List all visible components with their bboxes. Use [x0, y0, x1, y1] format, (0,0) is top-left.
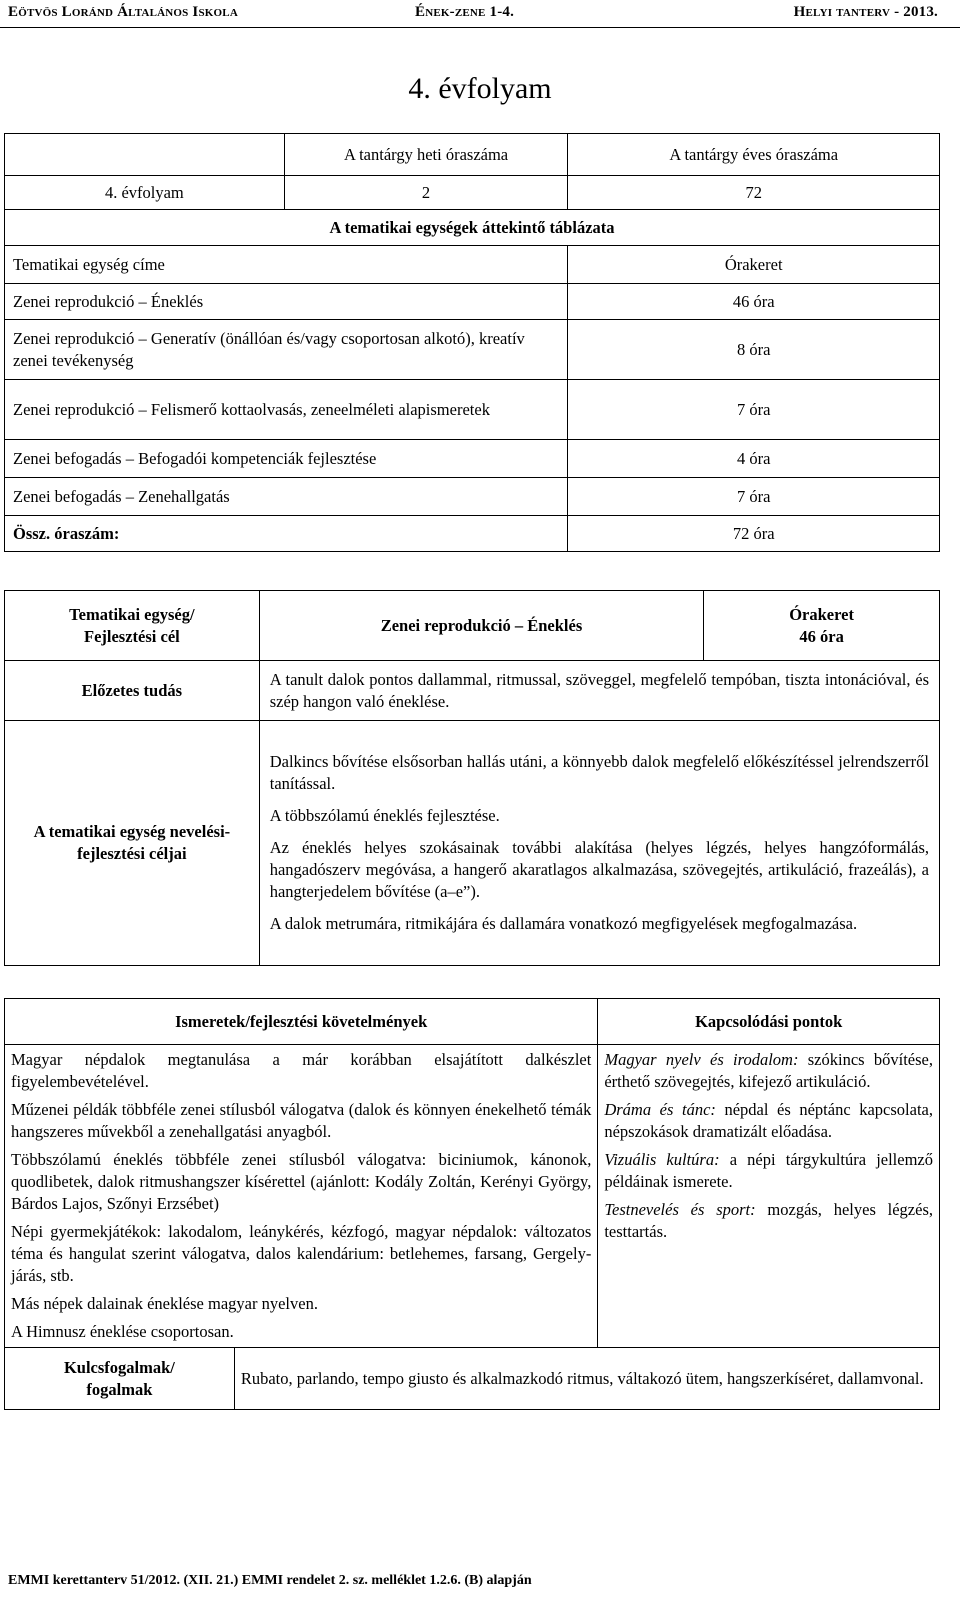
- header-school: Eötvös Loránd Általános Iskola: [8, 4, 238, 20]
- keywords-label-line1: Kulcsfogalmak/: [63, 1357, 175, 1377]
- requirements-list: [5, 1045, 598, 1348]
- unit-table: [4, 590, 940, 966]
- unit-name: Zenei reprodukció – Éneklés: [259, 591, 703, 661]
- requirement-item: Műzenei példák többféle zenei stílusból válogatva (dalok és könnyen énekelhető témák hangszeres művekből a zenehallgatási anyagból.: [11, 1100, 592, 1141]
- unit-hours-cell: [704, 591, 940, 661]
- keywords-label: [5, 1348, 235, 1410]
- keywords-label-line2: fogalmak: [86, 1379, 153, 1399]
- unit-row-hours: 7 óra: [568, 478, 940, 516]
- col-hours-header: Órakeret: [568, 246, 940, 284]
- links-list: [598, 1045, 940, 1348]
- requirement-item: A Himnusz éneklése csoportosan.: [11, 1322, 234, 1341]
- link-subject: Magyar nyelv és irodalom:: [604, 1050, 799, 1069]
- header-subject: Ének-zene 1-4.: [415, 4, 515, 20]
- unit-label: [5, 591, 260, 661]
- requirement-item: Magyar népdalok megtanulása a már korábban elsajátított dalkészlet figyelembevételével.: [11, 1050, 592, 1091]
- link-item: [604, 1149, 933, 1193]
- link-text: mozgás, helyes légzés, testtartás.: [604, 1200, 933, 1241]
- goals-label: A tematikai egység nevelési-fejlesztési céljai: [5, 721, 260, 966]
- link-subject: Dráma és tánc:: [604, 1100, 716, 1119]
- link-subject: Testnevelés és sport:: [604, 1200, 756, 1219]
- link-text: a népi tárgykultúra jellemző példáinak ismerete.: [604, 1150, 933, 1191]
- link-subject: Vizuális kultúra:: [604, 1150, 720, 1169]
- link-item: [604, 1199, 933, 1243]
- unit-label-line2: Fejlesztési cél: [84, 626, 180, 646]
- unit-row-title: Zenei reprodukció – Felismerő kottaolvasás, zeneelméleti alapismeretek: [5, 380, 568, 440]
- total-label: Össz. óraszám:: [5, 516, 568, 552]
- keywords-text: Rubato, parlando, tempo giusto és alkalmazkodó ritmus, váltakozó ütem, hangszerkíséret, dallamvonal.: [234, 1348, 939, 1410]
- overview-caption: A tematikai egységek áttekintő táblázata: [5, 210, 940, 246]
- links-header: Kapcsolódási pontok: [598, 999, 940, 1045]
- header-curriculum: Helyi tanterv - 2013.: [793, 4, 938, 20]
- footer-reference: EMMI kerettanterv 51/2012. (XII. 21.) EMMI rendelet 2. sz. melléklet 1.2.6. (B) alapján: [8, 1573, 532, 1588]
- yearly-hours: 72: [568, 176, 940, 210]
- goal-item: Az éneklés helyes szokásainak további alakítása (helyes légzés, helyes hangzóformálás, hangadószerv megóvása, a hangerő akaratlagos alkalmazása, szövegejtés, artikuláció, frazeálás), a hangterjedelem bővítése (a–e”).: [269, 838, 929, 901]
- goal-item: A többszólamú éneklés fejlesztése.: [269, 806, 500, 825]
- goals-cell: [259, 721, 939, 966]
- link-text: népdal és néptánc kapcsolata, népszokások dramatizált előadása.: [604, 1100, 933, 1141]
- link-text: szókincs bővítése, érthető szövegejtés, kifejező artikuláció.: [604, 1050, 934, 1091]
- col-title-header: Tematikai egység címe: [5, 246, 568, 284]
- link-item: [604, 1099, 933, 1143]
- goal-item: Dalkincs bővítése elsősorban hallás utáni, a könnyebb dalok megfelelő előkészítéssel jelrendszerről tanítással.: [269, 752, 929, 793]
- requirement-item: Más népek dalainak éneklése magyar nyelven.: [11, 1294, 318, 1313]
- unit-label-line1: Tematikai egység/: [69, 604, 195, 624]
- unit-row-hours: 7 óra: [568, 380, 940, 440]
- requirement-item: Többszólamú éneklés többféle zenei stílusból válogatva: biciniumok, kánonok, quodlibetek, dalok ritmushangszer kísérettel (ajánlott: Kodály Zoltán, Kerényi György, Bárdos Lajos, Szőnyi Erzsébet): [11, 1150, 592, 1213]
- requirements-table: [4, 998, 940, 1410]
- col-yearly-header: A tantárgy éves óraszáma: [568, 134, 940, 176]
- empty-cell: [5, 134, 285, 176]
- goal-item: A dalok metrumára, ritmikájára és dallamára vonatkozó megfigyelések megfogalmazása.: [269, 914, 858, 933]
- grade-label: 4. évfolyam: [5, 176, 285, 210]
- hours-table: [4, 133, 940, 246]
- weekly-hours: 2: [284, 176, 568, 210]
- unit-row-title: Zenei befogadás – Befogadói kompetenciák fejlesztése: [5, 440, 568, 478]
- unit-row-title: Zenei reprodukció – Éneklés: [5, 284, 568, 320]
- col-weekly-header: A tantárgy heti óraszáma: [284, 134, 568, 176]
- unit-row-title: Zenei befogadás – Zenehallgatás: [5, 478, 568, 516]
- unit-row-title: Zenei reprodukció – Generatív (önállóan és/vagy csoportosan alkotó), kreatív zenei tevékenység: [5, 320, 568, 380]
- overview-table: [4, 245, 940, 552]
- unit-hours: 46 óra: [799, 626, 844, 646]
- requirement-item: Népi gyermekjátékok: lakodalom, leánykérés, kézfogó, magyar népdalok: változatos téma és hangulat szerint válogatva, dalos kalendárium: betlehemes, farsang, Gergely-járás, stb.: [11, 1222, 592, 1285]
- page-title: 4. évfolyam: [408, 72, 552, 105]
- total-hours: 72 óra: [568, 516, 940, 552]
- prior-knowledge-label: Előzetes tudás: [5, 661, 260, 721]
- unit-row-hours: 46 óra: [568, 284, 940, 320]
- unit-row-hours: 8 óra: [568, 320, 940, 380]
- link-item: [604, 1049, 933, 1093]
- requirements-header: Ismeretek/fejlesztési követelmények: [5, 999, 598, 1045]
- prior-knowledge-text: A tanult dalok pontos dallammal, ritmussal, szöveggel, megfelelő tempóban, tiszta intonációval, és szép hangon való éneklése.: [259, 661, 939, 721]
- unit-hours-label: Órakeret: [789, 604, 854, 624]
- header-rule: [0, 27, 960, 28]
- unit-row-hours: 4 óra: [568, 440, 940, 478]
